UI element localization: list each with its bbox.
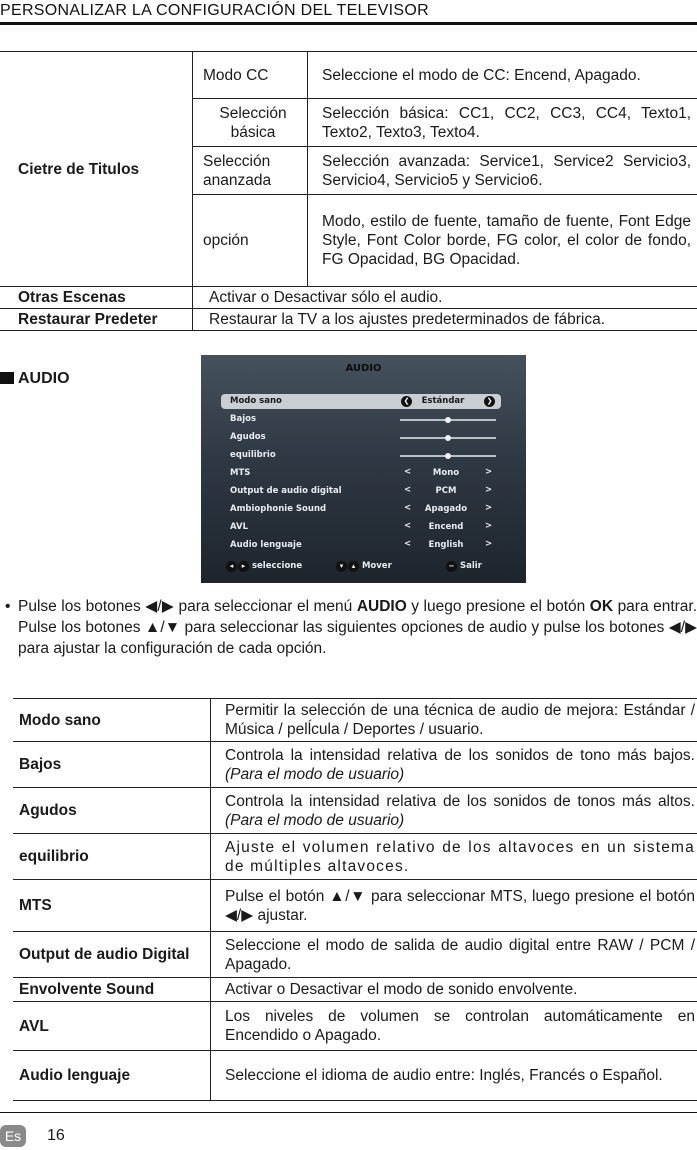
audio-option-key: AVL (13, 1002, 211, 1051)
menu-item-ambiophonie[interactable]: Ambiophonie Sound (230, 504, 327, 514)
chevron-left-icon[interactable]: ❮ (401, 396, 412, 407)
audio-option-desc: Ajuste el volumen relativo de los altavoces en un sistema de múltiples altavoces. (211, 834, 697, 880)
audio-option-desc: Seleccione el idioma de audio entre: Inglés, Francés o Español. (211, 1051, 697, 1101)
menu-item-bajos[interactable]: Bajos (230, 414, 257, 424)
page-number: 16 (47, 1127, 65, 1144)
footer-move-hint: ▾ ▴ Mover (336, 559, 392, 573)
arrow-right-icon[interactable]: > (485, 539, 493, 549)
slider-knob[interactable] (445, 435, 451, 441)
menu-value-audio-lenguaje: English (428, 540, 464, 550)
audio-option-desc: Controla la intensidad relativa de los sonidos de tonos más altos. (Para el modo de usuario) (211, 788, 697, 834)
cc-row-name: Selección básica (193, 99, 308, 147)
cc-row-desc: Selección básica: CC1, CC2, CC3, CC4, Texto1, Texto2, Texto3, Texto4. (308, 99, 697, 147)
cc-row-name: Modo CC (193, 52, 308, 99)
audio-option-desc: Permitir la selección de una técnica de audio de mejora: Estándar / Música / pelĺcula / Deportes / usuario. (211, 699, 697, 742)
left-right-arrows-icon: ◀/▶ (668, 619, 697, 636)
menu-item-agudos[interactable]: Agudos (230, 432, 266, 442)
arrow-left-icon[interactable]: < (404, 521, 412, 531)
slider-knob[interactable] (445, 417, 451, 423)
menu-item-audio-lenguaje[interactable]: Audio lenguaje (230, 540, 302, 550)
square-bullet-icon (0, 372, 14, 384)
instruction-paragraph: • Pulse los botones ◀/▶ para seleccionar el menú AUDIO y luego presione el botón OK para entrar. Pulse los botones ▲/▼ para seleccionar las siguientes opciones de audio y pulse los botones ◀/▶ para ajustar la configuración de cada opción. (5, 598, 697, 657)
audio-option-key: Output de audio Digital (13, 932, 211, 978)
cc-row-desc: Selección avanzada: Service1, Service2 Servicio3, Servicio4, Servicio5 y Servicio6. (308, 147, 697, 195)
closed-caption-table (0, 51, 697, 331)
audio-option-key: Modo sano (13, 699, 211, 742)
left-right-arrows-icon: ◀/▶ (145, 598, 174, 615)
down-button-icon: ▾ (336, 561, 347, 572)
audio-option-desc: Activar o Desactivar el modo de sonido envolvente. (211, 978, 697, 1002)
menu-value-output-audio: PCM (435, 486, 457, 496)
audio-option-key: equilibrio (13, 834, 211, 880)
arrow-left-icon[interactable]: < (404, 539, 412, 549)
audio-option-desc: Controla la intensidad relativa de los sonidos de tono más bajos. (Para el modo de usuario) (211, 742, 697, 788)
audio-option-desc: Pulse el botón ▲/▼ para seleccionar MTS, luego presione el botón ◀/▶ ajustar. (211, 880, 697, 932)
audio-option-desc: Los niveles de volumen se controlan automáticamente en Encendido o Apagado. (211, 1002, 697, 1051)
cc-row-desc: Seleccione el modo de CC: Encend, Apagado. (308, 52, 697, 99)
arrow-left-icon[interactable]: < (404, 467, 412, 477)
other-row-desc: Activar o Desactivar sólo el audio. (193, 287, 697, 309)
audio-option-key: Bajos (13, 742, 211, 788)
page-header-title: PERSONALIZAR LA CONFIGURACIÓN DEL TELEVISOR (0, 2, 430, 19)
up-button-icon: ▴ (348, 561, 359, 572)
audio-section-heading: AUDIO (0, 370, 70, 388)
language-badge: Es (0, 1125, 26, 1147)
menu-item-avl[interactable]: AVL (230, 522, 248, 532)
up-down-arrows-icon: ▲/▼ (329, 887, 367, 905)
tv-audio-menu (201, 355, 526, 583)
other-row-label: Restaurar Predeter (0, 309, 193, 331)
slider-agudos[interactable] (400, 437, 496, 439)
cc-row-name: Selección ananzada (193, 147, 308, 195)
menu-item-equilibrio[interactable]: equilibrio (230, 450, 276, 460)
menu-value-mts: Mono (432, 468, 460, 478)
arrow-left-icon[interactable]: < (404, 485, 412, 495)
arrow-right-icon[interactable]: > (485, 467, 493, 477)
menu-item-output-audio-digital[interactable]: Output de audio digital (230, 486, 342, 496)
footer-exit-hint: − Salir (446, 559, 482, 573)
left-right-arrows-icon: ◀/▶ (225, 906, 254, 924)
audio-option-desc: Seleccione el modo de salida de audio digital entre RAW / PCM / Apagado. (211, 932, 697, 978)
left-right-button-icon: ◂ (226, 561, 237, 572)
audio-option-key: Agudos (13, 788, 211, 834)
slider-bajos[interactable] (400, 419, 496, 421)
slider-equilibrio[interactable] (400, 455, 496, 457)
audio-option-key: Envolvente Sound (13, 978, 211, 1002)
footer-rule (0, 1112, 697, 1113)
audio-option-key: Audio lenguaje (13, 1051, 211, 1101)
audio-options-table (13, 698, 697, 1101)
arrow-right-icon[interactable]: > (485, 521, 493, 531)
tv-menu-title: AUDIO (345, 363, 382, 374)
arrow-right-icon[interactable]: > (485, 485, 493, 495)
audio-option-key: MTS (13, 880, 211, 932)
cc-section-label: Cietre de Titulos (0, 52, 193, 287)
footer-select-hint: ◂ ▸ seleccione (226, 559, 302, 573)
menu-item-mts[interactable]: MTS (230, 468, 251, 478)
up-down-arrows-icon: ▲/▼ (144, 619, 181, 636)
other-row-desc: Restaurar la TV a los ajustes predeterminados de fábrica. (193, 309, 697, 331)
chevron-right-icon[interactable]: ❯ (484, 396, 495, 407)
menu-item-modo-sano[interactable]: Modo sano (230, 396, 282, 406)
slider-knob[interactable] (445, 453, 451, 459)
arrow-left-icon[interactable]: < (404, 503, 412, 513)
cc-row-name: opción (193, 195, 308, 287)
menu-value-avl: Encend (428, 522, 464, 532)
right-button-icon: ▸ (238, 561, 249, 572)
arrow-right-icon[interactable]: > (485, 503, 493, 513)
bullet-dot: • (5, 598, 11, 615)
exit-button-icon: − (446, 561, 457, 572)
menu-value-ambiophonie: Apagado (424, 504, 468, 514)
cc-row-desc: Modo, estilo de fuente, tamaño de fuente, Font Edge Style, Font Color borde, FG color, el color de fondo, FG Opacidad, BG Opacidad. (308, 195, 697, 287)
menu-value-modo-sano: Estándar (421, 396, 465, 406)
other-row-label: Otras Escenas (0, 287, 193, 309)
header-rule (0, 22, 697, 25)
